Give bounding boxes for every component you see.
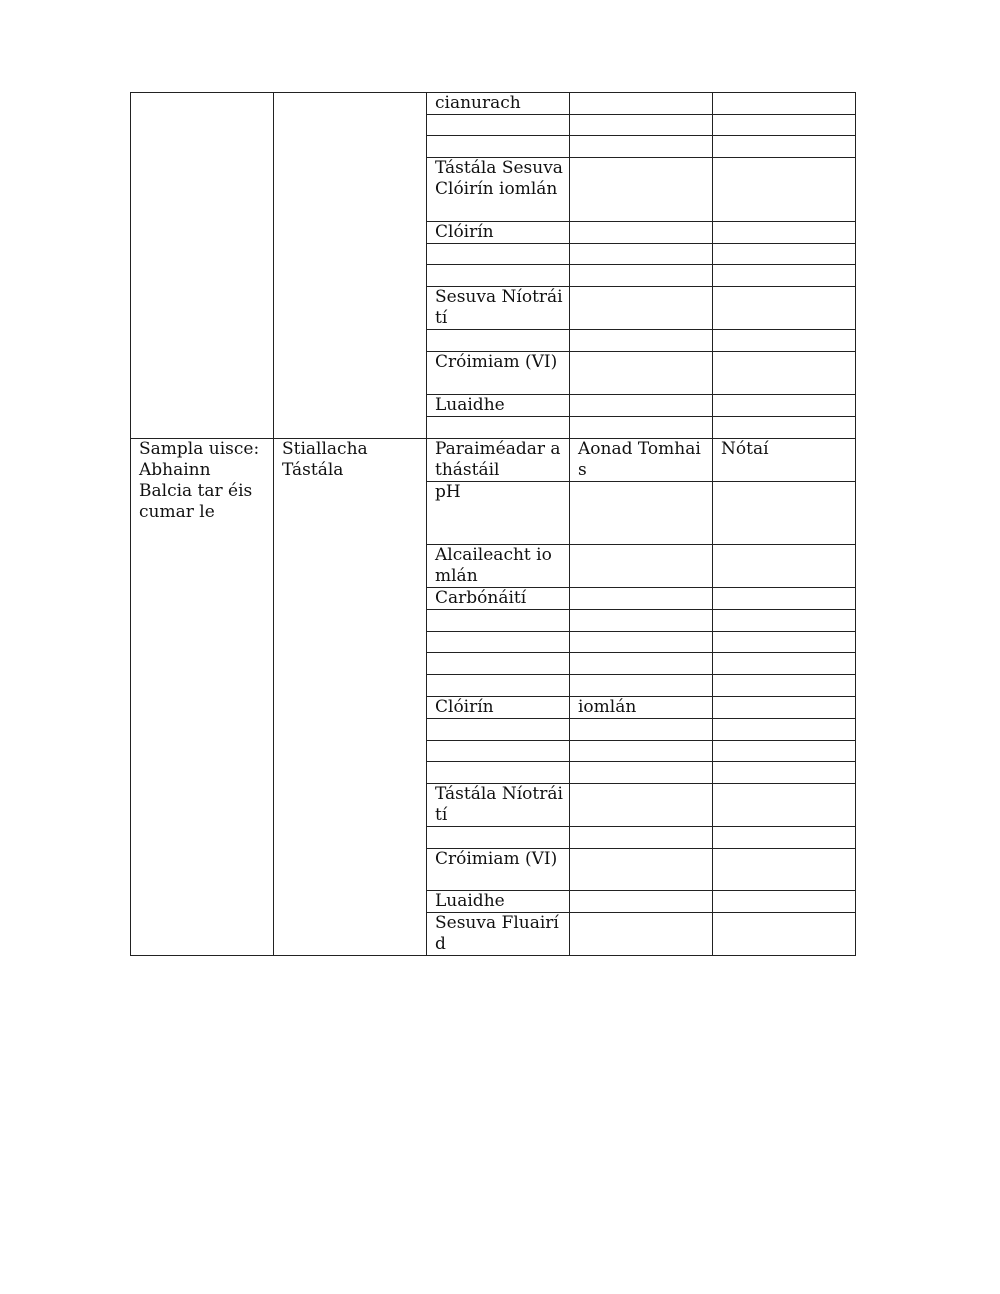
notes-cell bbox=[713, 632, 856, 653]
unit-cell bbox=[570, 891, 713, 913]
unit-cell bbox=[570, 849, 713, 891]
unit-cell bbox=[570, 115, 713, 136]
parameter-cell: pH bbox=[427, 482, 570, 545]
parameter-cell bbox=[427, 330, 570, 352]
parameter-cell: Tástála SesuvaClóirín iomlán bbox=[427, 158, 570, 222]
parameter-cell: Cróimiam (VI) bbox=[427, 849, 570, 891]
unit-cell bbox=[570, 610, 713, 632]
unit-cell bbox=[570, 244, 713, 265]
notes-cell bbox=[713, 545, 856, 588]
parameter-cell: Alcaileacht iomlán bbox=[427, 545, 570, 588]
notes-cell bbox=[713, 697, 856, 719]
sample-cell: Sampla uisce: Abhainn Balcia tar éis cumar le bbox=[131, 439, 274, 956]
unit-cell bbox=[570, 158, 713, 222]
notes-cell bbox=[713, 482, 856, 545]
notes-cell bbox=[713, 784, 856, 827]
notes-cell bbox=[713, 222, 856, 244]
unit-cell bbox=[570, 762, 713, 784]
notes-cell bbox=[713, 287, 856, 330]
notes-cell bbox=[713, 653, 856, 675]
notes-cell bbox=[713, 891, 856, 913]
parameter-cell bbox=[427, 762, 570, 784]
notes-cell bbox=[713, 395, 856, 417]
parameter-cell: Sesuva Fluairíd bbox=[427, 913, 570, 956]
notes-cell bbox=[713, 136, 856, 158]
notes-cell bbox=[713, 244, 856, 265]
parameter-cell: Clóirín bbox=[427, 222, 570, 244]
notes-cell bbox=[713, 827, 856, 849]
parameter-cell: Cróimiam (VI) bbox=[427, 352, 570, 395]
unit-cell bbox=[570, 482, 713, 545]
table-body bbox=[131, 93, 856, 956]
unit-cell bbox=[570, 632, 713, 653]
unit-cell bbox=[570, 93, 713, 115]
parameter-cell: Paraiméadar a thástáil bbox=[427, 439, 570, 482]
unit-cell bbox=[570, 784, 713, 827]
unit-cell bbox=[570, 222, 713, 244]
parameter-cell bbox=[427, 653, 570, 675]
notes-cell bbox=[713, 762, 856, 784]
unit-cell bbox=[570, 675, 713, 697]
notes-cell bbox=[713, 610, 856, 632]
parameter-cell bbox=[427, 136, 570, 158]
notes-cell bbox=[713, 93, 856, 115]
table-row bbox=[131, 439, 856, 482]
parameter-cell: Tástála Níotráití bbox=[427, 784, 570, 827]
method-cell: Stiallacha Tástála bbox=[274, 439, 427, 956]
notes-cell bbox=[713, 352, 856, 395]
parameter-cell bbox=[427, 610, 570, 632]
unit-cell bbox=[570, 719, 713, 741]
parameter-cell: Sesuva Níotráití bbox=[427, 287, 570, 330]
unit-cell: Aonad Tomhais bbox=[570, 439, 713, 482]
parameter-cell bbox=[427, 417, 570, 439]
notes-cell bbox=[713, 158, 856, 222]
unit-cell bbox=[570, 330, 713, 352]
unit-cell bbox=[570, 545, 713, 588]
parameter-cell bbox=[427, 115, 570, 136]
parameter-cell: Carbónáití bbox=[427, 588, 570, 610]
unit-cell bbox=[570, 741, 713, 762]
notes-cell bbox=[713, 675, 856, 697]
parameter-cell bbox=[427, 675, 570, 697]
method-cell bbox=[274, 93, 427, 439]
unit-cell bbox=[570, 588, 713, 610]
water-test-table bbox=[130, 92, 856, 956]
notes-cell bbox=[713, 330, 856, 352]
notes-cell bbox=[713, 417, 856, 439]
notes-cell bbox=[713, 741, 856, 762]
parameter-cell bbox=[427, 741, 570, 762]
notes-cell bbox=[713, 588, 856, 610]
parameter-cell: Luaidhe bbox=[427, 891, 570, 913]
unit-cell: iomlán bbox=[570, 697, 713, 719]
notes-cell bbox=[713, 115, 856, 136]
unit-cell bbox=[570, 265, 713, 287]
notes-cell: Nótaí bbox=[713, 439, 856, 482]
unit-cell bbox=[570, 136, 713, 158]
unit-cell bbox=[570, 417, 713, 439]
parameter-cell bbox=[427, 632, 570, 653]
unit-cell bbox=[570, 653, 713, 675]
parameter-cell: Luaidhe bbox=[427, 395, 570, 417]
notes-cell bbox=[713, 265, 856, 287]
parameter-cell bbox=[427, 719, 570, 741]
notes-cell bbox=[713, 849, 856, 891]
unit-cell bbox=[570, 913, 713, 956]
unit-cell bbox=[570, 287, 713, 330]
parameter-cell bbox=[427, 265, 570, 287]
notes-cell bbox=[713, 913, 856, 956]
unit-cell bbox=[570, 827, 713, 849]
parameter-cell: Clóirín bbox=[427, 697, 570, 719]
parameter-cell bbox=[427, 244, 570, 265]
table-row bbox=[131, 93, 856, 115]
notes-cell bbox=[713, 719, 856, 741]
unit-cell bbox=[570, 352, 713, 395]
parameter-cell: cianurach bbox=[427, 93, 570, 115]
unit-cell bbox=[570, 395, 713, 417]
parameter-cell bbox=[427, 827, 570, 849]
sample-cell bbox=[131, 93, 274, 439]
